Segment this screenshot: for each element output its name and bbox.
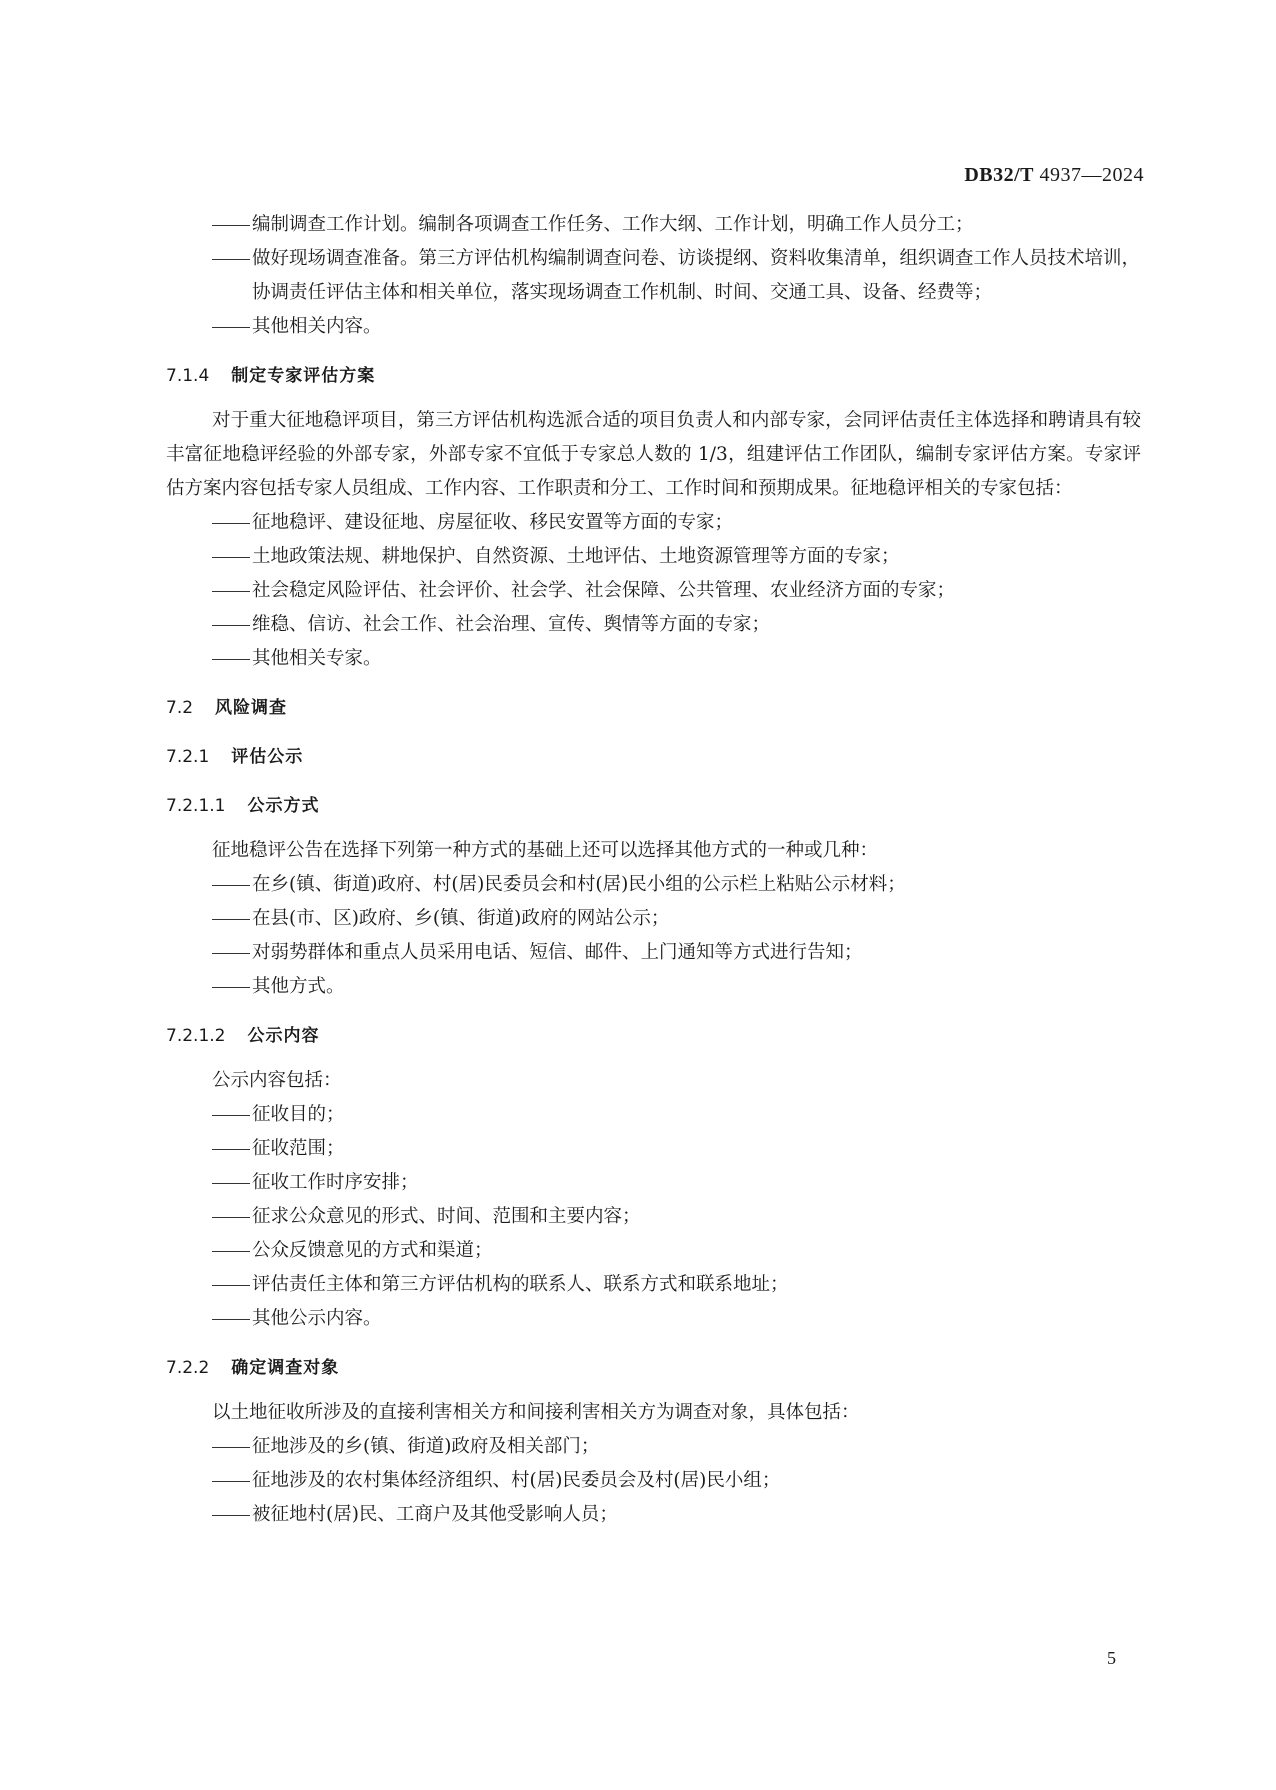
standard-code-prefix: DB32/T bbox=[964, 164, 1034, 186]
list-item: 其他方式。 bbox=[252, 976, 345, 997]
list-item: 对弱势群体和重点人员采用电话、短信、邮件、上门通知等方式进行告知； bbox=[252, 942, 863, 963]
standard-code-number: 4937—2024 bbox=[1039, 164, 1144, 186]
section-number: 7.1.4 bbox=[166, 366, 210, 386]
section-heading-7-2-1-2 bbox=[166, 1019, 1141, 1053]
section-title: 评估公示 bbox=[231, 747, 304, 767]
section-heading-7-2-2 bbox=[166, 1351, 1141, 1385]
list-item: 征地涉及的乡(镇、街道)政府及相关部门； bbox=[252, 1436, 600, 1457]
list-item: 其他公示内容。 bbox=[252, 1308, 382, 1329]
list-continued bbox=[166, 208, 1141, 344]
section-heading-7-1-4 bbox=[166, 359, 1141, 393]
section-title: 确定调查对象 bbox=[231, 1358, 340, 1378]
paragraph: 对于重大征地稳评项目，第三方评估机构选派合适的项目负责人和内部专家，会同评估责任主体选择和聘请具有较丰富征地稳评经验的外部专家，外部专家不宜低于专家总人数的 1/3，组建评估工作团队，编制专家评估方案。专家评估方案内容包括专家人员组成、工作内容、工作职责和分工、工作时间和预期成果。征地稳评相关的专家包括： bbox=[166, 410, 1141, 499]
section-number: 7.2.2 bbox=[166, 1358, 210, 1378]
list-item: 土地政策法规、耕地保护、自然资源、土地评估、土地资源管理等方面的专家； bbox=[252, 546, 900, 567]
paragraph: 公示内容包括： bbox=[212, 1070, 342, 1091]
section-number: 7.2.1 bbox=[166, 747, 210, 767]
list-item: 做好现场调查准备。第三方评估机构编制调查问卷、访谈提纲、资料收集清单，组织调查工作人员技术培训，协调责任评估主体和相关单位，落实现场调查工作机制、时间、交通工具、设备、经费等； bbox=[252, 248, 1141, 303]
publicity-method-list bbox=[166, 868, 1141, 1004]
publicity-content-list bbox=[166, 1098, 1141, 1336]
standard-code bbox=[964, 164, 1144, 187]
section-heading-7-2-1-1 bbox=[166, 789, 1141, 823]
list-item: 在乡(镇、街道)政府、村(居)民委员会和村(居)民小组的公示栏上粘贴公示材料； bbox=[252, 874, 906, 895]
page-number: 5 bbox=[1107, 1648, 1116, 1668]
list-item: 征求公众意见的形式、时间、范围和主要内容； bbox=[252, 1206, 641, 1227]
list-item: 评估责任主体和第三方评估机构的联系人、联系方式和联系地址； bbox=[252, 1274, 789, 1295]
section-title: 公示方式 bbox=[247, 796, 320, 816]
section-number: 7.2.1.2 bbox=[166, 1026, 226, 1046]
list-item: 社会稳定风险评估、社会评价、社会学、社会保障、公共管理、农业经济方面的专家； bbox=[252, 580, 956, 601]
section-title: 公示内容 bbox=[247, 1026, 320, 1046]
list-item: 征收范围； bbox=[252, 1138, 345, 1159]
section-number: 7.2.1.1 bbox=[166, 796, 226, 816]
list-item: 征地稳评、建设征地、房屋征收、移民安置等方面的专家； bbox=[252, 512, 734, 533]
section-number: 7.2 bbox=[166, 698, 194, 718]
section-heading-7-2-1 bbox=[166, 740, 1141, 774]
list-item: 编制调查工作计划。编制各项调查工作任务、工作大纲、工作计划，明确工作人员分工； bbox=[252, 214, 974, 235]
paragraph: 以土地征收所涉及的直接利害相关方和间接利害相关方为调查对象，具体包括： bbox=[212, 1402, 860, 1423]
list-item: 公众反馈意见的方式和渠道； bbox=[252, 1240, 493, 1261]
list-item: 征地涉及的农村集体经济组织、村(居)民委员会及村(居)民小组； bbox=[252, 1470, 781, 1491]
survey-target-list bbox=[166, 1430, 1141, 1532]
expert-list bbox=[166, 506, 1141, 676]
list-item: 维稳、信访、社会工作、社会治理、宣传、舆情等方面的专家； bbox=[252, 614, 771, 635]
list-item: 在县(市、区)政府、乡(镇、街道)政府的网站公示； bbox=[252, 908, 670, 929]
list-item: 其他相关专家。 bbox=[252, 648, 382, 669]
section-title: 风险调查 bbox=[215, 698, 288, 718]
list-item: 被征地村(居)民、工商户及其他受影响人员； bbox=[252, 1504, 618, 1525]
document-body bbox=[166, 208, 1141, 1532]
section-heading-7-2 bbox=[166, 691, 1141, 725]
list-item: 征收工作时序安排； bbox=[252, 1172, 419, 1193]
list-item: 其他相关内容。 bbox=[252, 316, 382, 337]
list-item: 征收目的； bbox=[252, 1104, 345, 1125]
section-title: 制定专家评估方案 bbox=[231, 366, 376, 386]
paragraph: 征地稳评公告在选择下列第一种方式的基础上还可以选择其他方式的一种或几种： bbox=[212, 840, 879, 861]
